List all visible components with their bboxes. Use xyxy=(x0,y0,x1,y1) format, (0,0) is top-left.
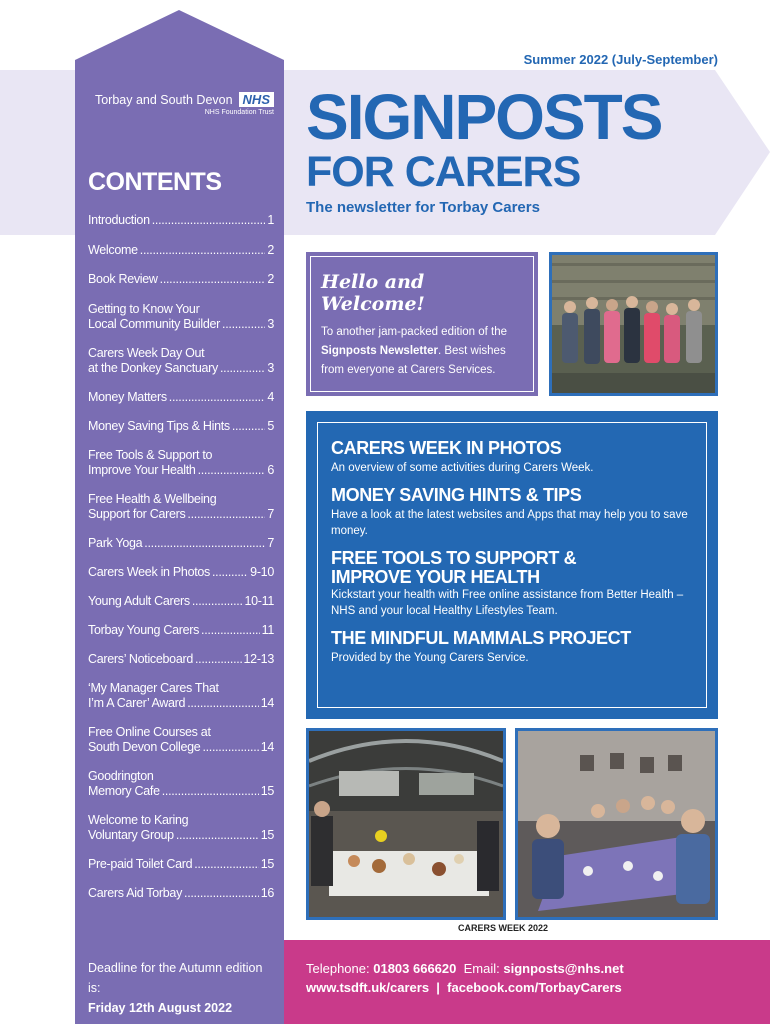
toc-item-label: Free Tools & Support to xyxy=(88,448,213,462)
feature-item xyxy=(331,486,693,539)
toc-item-page: 7 xyxy=(267,507,274,521)
masthead-subtitle: FOR CARERS xyxy=(306,148,581,196)
deadline-notice xyxy=(88,958,278,1018)
toc-item-label: Getting to Know Your xyxy=(88,302,200,316)
market-photo xyxy=(306,728,506,920)
toc-item-label: Carers Week Day Out xyxy=(88,346,205,360)
contents-title: CONTENTS xyxy=(88,168,222,196)
toc-item-page: 3 xyxy=(267,361,274,375)
toc-item[interactable] xyxy=(88,857,274,872)
toc-item[interactable] xyxy=(88,594,274,609)
welcome-box xyxy=(306,252,538,396)
nhs-badge: NHS xyxy=(239,92,274,107)
cafe-photo xyxy=(515,728,718,920)
feature-item xyxy=(331,629,693,666)
toc-item-label: Money Saving Tips & Hints xyxy=(88,419,230,433)
toc-item-page: 7 xyxy=(267,536,274,550)
group-photo-image xyxy=(552,255,715,393)
feature-item xyxy=(331,549,586,587)
toc-item-label: Pre-paid Toilet Card xyxy=(88,857,193,871)
toc-item-page: 12-13 xyxy=(243,652,274,666)
toc-item-label: Memory Cafe xyxy=(88,784,160,798)
masthead-tagline: The newsletter for Torbay Carers xyxy=(306,199,540,216)
group-photo xyxy=(549,252,718,396)
toc-item[interactable] xyxy=(88,390,274,405)
toc-item-page: 2 xyxy=(267,243,274,257)
toc-item-label: Introduction xyxy=(88,213,150,227)
toc-item[interactable] xyxy=(88,813,274,843)
nhs-logo xyxy=(84,92,274,116)
toc-item[interactable] xyxy=(88,536,274,551)
toc-item-label: Park Yoga xyxy=(88,536,143,550)
deadline-date: Friday 12th August 2022 xyxy=(88,1001,233,1015)
footer-line-1 xyxy=(306,959,770,978)
toc-item[interactable] xyxy=(88,565,274,580)
toc-item[interactable] xyxy=(88,681,274,711)
toc-item-page: 9-10 xyxy=(250,565,274,579)
feature-heading: MONEY SAVING HINTS & TIPS xyxy=(331,485,582,505)
toc-item-page: 1 xyxy=(267,213,274,227)
telephone-number[interactable]: 01803 666620 xyxy=(373,961,457,976)
welcome-title: Hello and Welcome! xyxy=(321,271,425,315)
toc-item[interactable] xyxy=(88,346,274,376)
edition-label: Summer 2022 (July-September) xyxy=(523,52,718,67)
feature-description: Have a look at the latest websites and Apps that may help you to save money. xyxy=(331,509,688,537)
toc-item[interactable] xyxy=(88,492,274,522)
toc-item-page: 14 xyxy=(260,696,274,710)
footer-separator: | xyxy=(436,980,440,995)
toc-item[interactable] xyxy=(88,725,274,755)
toc-item-page: 10-11 xyxy=(244,594,274,608)
toc-item-label: Goodrington xyxy=(88,769,154,783)
toc-item[interactable] xyxy=(88,652,274,667)
email-label: Email: xyxy=(463,961,504,976)
masthead-title: SIGNPOSTS xyxy=(306,81,662,153)
toc-item[interactable] xyxy=(88,769,274,799)
toc-item[interactable] xyxy=(88,448,274,478)
toc-item-label: Welcome to Karing xyxy=(88,813,189,827)
toc-item-label: Voluntary Group xyxy=(88,828,174,842)
welcome-text-bold: Signposts Newsletter xyxy=(321,345,438,357)
logo-trust-name: NHS Foundation Trust xyxy=(204,109,274,116)
telephone-label: Telephone: xyxy=(306,961,374,976)
welcome-text-a: To another jam-packed edition of the xyxy=(321,326,508,338)
feature-description: An overview of some activities during Carers Week. xyxy=(331,462,594,474)
feature-description: Kickstart your health with Free online assistance from Better Health – NHS and your local Healthy Lifestyles Team. xyxy=(331,589,684,617)
toc-item-page: 14 xyxy=(260,740,274,754)
toc-item-label: Money Matters xyxy=(88,390,167,404)
toc-item[interactable] xyxy=(88,302,274,332)
toc-item-page: 3 xyxy=(267,317,274,331)
feature-heading: CARERS WEEK IN PHOTOS xyxy=(331,438,562,458)
facebook-link[interactable]: facebook.com/TorbayCarers xyxy=(447,980,622,995)
welcome-text-b: . Best wishes from everyone at Carers Services. xyxy=(321,345,506,376)
toc-item-label: ‘My Manager Cares That xyxy=(88,681,219,695)
logo-org-name: Torbay and South Devon xyxy=(94,92,233,107)
footer-line-2 xyxy=(306,978,770,997)
toc-item-page: 4 xyxy=(267,390,274,404)
toc-item-label: Carers’ Noticeboard xyxy=(88,652,193,666)
toc-item-page: 6 xyxy=(267,463,274,477)
photo-caption: CARERS WEEK 2022 xyxy=(457,923,549,933)
toc-item[interactable] xyxy=(88,419,274,434)
toc-item-page: 15 xyxy=(260,784,274,798)
toc-item-label: I’m A Carer’ Award xyxy=(88,696,186,710)
toc-item-page: 5 xyxy=(267,419,274,433)
toc-item-label: Free Health & Wellbeing xyxy=(88,492,217,506)
toc-item[interactable] xyxy=(88,623,274,638)
feature-description: Provided by the Young Carers Service. xyxy=(331,652,529,664)
website-link[interactable]: www.tsdft.uk/carers xyxy=(306,980,430,995)
feature-heading: THE MINDFUL MAMMALS PROJECT xyxy=(331,628,631,648)
toc-item-label: at the Donkey Sanctuary xyxy=(88,361,218,375)
feature-heading: FREE TOOLS TO SUPPORT & IMPROVE YOUR HEALTH xyxy=(331,548,577,587)
toc-item[interactable] xyxy=(88,886,274,901)
toc-item-label: Local Community Builder xyxy=(88,317,221,331)
toc-item-label: Carers Aid Torbay xyxy=(88,886,183,900)
toc-item-label: Carers Week in Photos xyxy=(88,565,210,579)
toc-item-label: Improve Your Health xyxy=(88,463,196,477)
toc-item-label: Torbay Young Carers xyxy=(88,623,200,637)
welcome-text xyxy=(321,323,523,380)
cafe-photo-image xyxy=(518,731,715,917)
deadline-label: Deadline for the Autumn edition is: xyxy=(88,961,263,995)
toc-item-label: Young Adult Carers xyxy=(88,594,190,608)
toc-item-label: Welcome xyxy=(88,243,138,257)
features-box xyxy=(306,411,718,719)
market-photo-image xyxy=(309,731,503,917)
toc-item[interactable] xyxy=(88,213,274,228)
feature-item xyxy=(331,439,693,476)
email-link[interactable]: signposts@nhs.net xyxy=(503,961,624,976)
toc-item-page: 11 xyxy=(261,623,274,637)
toc-item-page: 16 xyxy=(260,886,274,900)
feature-item xyxy=(331,587,693,619)
toc-item-label: Support for Carers xyxy=(88,507,186,521)
toc-item-page: 2 xyxy=(267,272,274,286)
contact-footer xyxy=(284,940,770,1024)
toc-item-label: South Devon College xyxy=(88,740,201,754)
toc-item-label: Book Review xyxy=(88,272,158,286)
toc-item[interactable] xyxy=(88,272,274,287)
toc-item-page: 15 xyxy=(260,828,274,842)
toc-item-page: 15 xyxy=(260,857,274,871)
toc-item[interactable] xyxy=(88,243,274,258)
toc-item-label: Free Online Courses at xyxy=(88,725,211,739)
